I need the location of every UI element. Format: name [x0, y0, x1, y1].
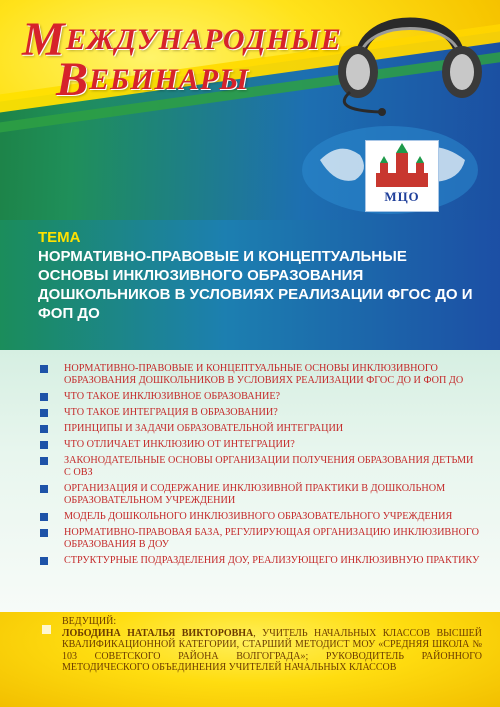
- square-bullet-icon: [40, 457, 48, 465]
- speaker-name: ЛОБОДИНА НАТАЛЬЯ ВИКТОРОВНА: [62, 627, 254, 639]
- title-initial-1: М: [22, 13, 66, 66]
- list-item: ЧТО ТАКОЕ ИНТЕГРАЦИЯ В ОБРАЗОВАНИИ?: [40, 407, 480, 419]
- square-bullet-icon: [40, 409, 48, 417]
- list-item: ЧТО ОТЛИЧАЕТ ИНКЛЮЗИЮ ОТ ИНТЕГРАЦИИ?: [40, 439, 480, 451]
- square-bullet-icon: [40, 557, 48, 565]
- list-item: ЗАКОНОДАТЕЛЬНЫЕ ОСНОВЫ ОРГАНИЗАЦИИ ПОЛУЧЕНИЯ ОБРАЗОВАНИЯ ДЕТЬМИ С ОВЗ: [40, 455, 480, 479]
- mco-logo: [365, 140, 439, 212]
- speaker-info: [62, 616, 482, 674]
- square-bullet-icon: [40, 365, 48, 373]
- speaker-description: [62, 628, 482, 674]
- title-initial-2: В: [56, 53, 90, 106]
- logo-text: МЦО: [384, 189, 420, 204]
- square-bullet-icon: [40, 425, 48, 433]
- title-rest-2: ЕБИНАРЫ: [89, 63, 250, 96]
- agenda-list: [40, 363, 480, 571]
- square-bullet-icon: [40, 393, 48, 401]
- square-bullet-icon: [40, 485, 48, 493]
- list-item: ОРГАНИЗАЦИЯ И СОДЕРЖАНИЕ ИНКЛЮЗИВНОЙ ПРАКТИКИ В ДОШКОЛЬНОМ ОБРАЗОВАТЕЛЬНОМ УЧРЕЖДЕНИИ: [40, 483, 480, 507]
- square-bullet-icon: [40, 513, 48, 521]
- speaker-details: , УЧИТЕЛЬ НАЧАЛЬНЫХ КЛАССОВ ВЫСШЕЙ КВАЛИФИКАЦИОННОЙ КАТЕГОРИИ, СТАРШИЙ МЕТОДИСТ МОУ «СРЕДНЯЯ ШКОЛА № 103 СОВЕТСКОГО РАЙОНА ВОЛГОГРАДА»; РУКОВОДИТЕЛЬ РАЙОННОГО МЕТОДИЧЕСКОГО ОБЪЕДИНЕНИЯ УЧИТЕЛЕЙ НАЧАЛЬНЫХ КЛАССОВ: [62, 627, 482, 673]
- poster-title: [22, 13, 352, 106]
- list-item: ПРИНЦИПЫ И ЗАДАЧИ ОБРАЗОВАТЕЛЬНОЙ ИНТЕГРАЦИИ: [40, 423, 480, 435]
- list-item: НОРМАТИВНО-ПРАВОВАЯ БАЗА, РЕГУЛИРУЮЩАЯ ОРГАНИЗАЦИЮ ИНКЛЮЗИВНОГО ОБРАЗОВАНИЯ В ДОУ: [40, 527, 480, 551]
- title-line-2: [56, 53, 352, 106]
- square-bullet-icon: [40, 441, 48, 449]
- square-bullet-icon: [40, 529, 48, 537]
- topic-title: НОРМАТИВНО-ПРАВОВЫЕ И КОНЦЕПТУАЛЬНЫЕ ОСНОВЫ ИНКЛЮЗИВНОГО ОБРАЗОВАНИЯ ДОШКОЛЬНИКОВ В УСЛОВИЯХ РЕАЛИЗАЦИИ ФГОС ДО И ФОП ДО: [38, 248, 473, 322]
- headphones-icon: [320, 0, 500, 120]
- list-item: ЧТО ТАКОЕ ИНКЛЮЗИВНОЕ ОБРАЗОВАНИЕ?: [40, 391, 480, 403]
- list-item: НОРМАТИВНО-ПРАВОВЫЕ И КОНЦЕПТУАЛЬНЫЕ ОСНОВЫ ИНКЛЮЗИВНОГО ОБРАЗОВАНИЯ ДОШКОЛЬНИКОВ В УСЛОВИЯХ РЕАЛИЗАЦИИ ФГОС ДО И ФОП ДО: [40, 363, 480, 387]
- list-item: МОДЕЛЬ ДОШКОЛЬНОГО ИНКЛЮЗИВНОГО ОБРАЗОВАТЕЛЬНОГО УЧРЕЖДЕНИЯ: [40, 511, 480, 523]
- list-item: СТРУКТУРНЫЕ ПОДРАЗДЕЛЕНИЯ ДОУ, РЕАЛИЗУЮЩЕГО ИНКЛЮЗИВНУЮ ПРАКТИКУ: [40, 555, 480, 567]
- speaker-label: ВЕДУЩИЙ:: [62, 616, 117, 627]
- footer-bullet-icon: [42, 625, 51, 634]
- kremlin-tower-icon: [366, 141, 438, 191]
- title-rest-1: ЕЖДУНАРОДНЫЕ: [65, 23, 342, 56]
- topic-label: ТЕМА: [38, 229, 81, 246]
